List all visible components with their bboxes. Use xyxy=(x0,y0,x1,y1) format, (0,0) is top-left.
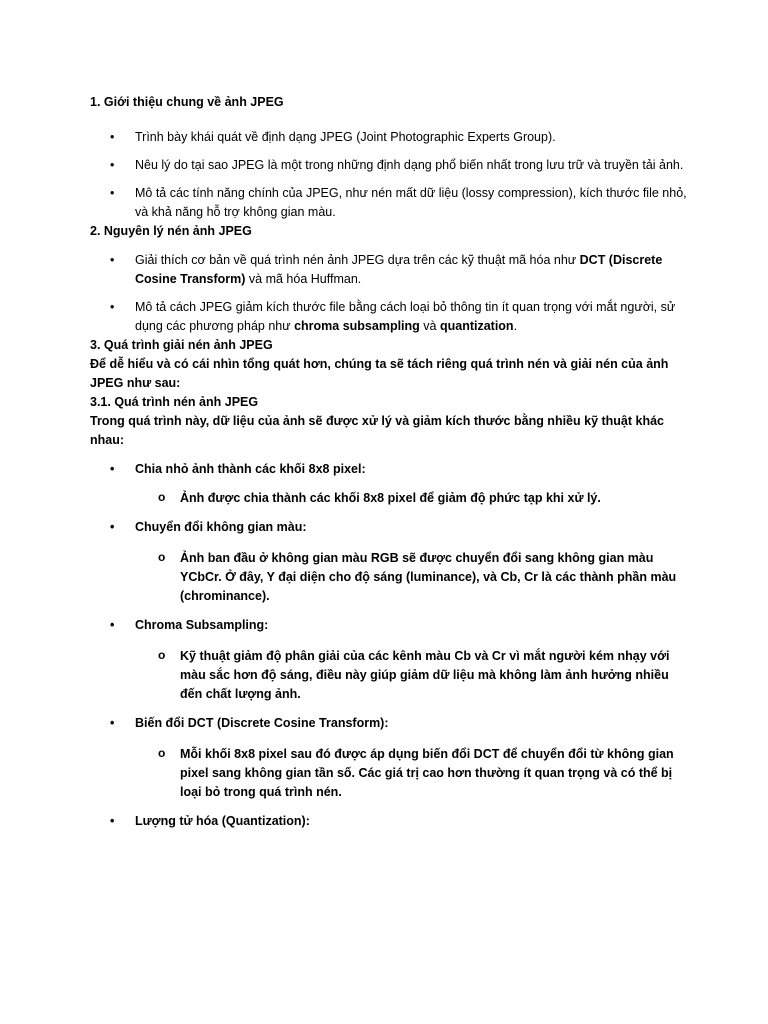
bullet-text: . xyxy=(513,319,518,333)
section-1-bullet: • Trình bày khái quát về định dạng JPEG (Joint Photographic Experts Group). xyxy=(90,128,690,147)
section-3-intro: Để dễ hiểu và có cái nhìn tổng quát hơn, chúng ta sẽ tách riêng quá trình nén và giải nén của ảnh JPEG như sau: xyxy=(90,357,669,390)
compression-steps-list xyxy=(90,460,690,831)
section-1-bullet: • Mô tả các tính năng chính của JPEG, như nén mất dữ liệu (lossy compression), kích thước file nhỏ, và khả năng hỗ trợ không gian màu. xyxy=(90,184,690,222)
section-2-bullet xyxy=(90,298,690,336)
step-detail: o Kỹ thuật giảm độ phân giải của các kênh màu Cb và Cr vì mắt người kém nhạy với màu sắc hơn độ sáng, điều này giúp giảm dữ liệu mà không làm ảnh hưởng nhiều đến chất lượng ảnh. xyxy=(90,647,690,704)
bullet-text: Giải thích cơ bản về quá trình nén ảnh JPEG dựa trên các kỹ thuật mã hóa như xyxy=(135,253,580,267)
step-title: • Lượng tử hóa (Quantization): xyxy=(90,812,690,831)
bullet-text: Mô tả cách JPEG giảm kích thước file bằng cách loại bỏ thông tin ít quan trọng với mắt người, sử dụng các phương pháp như xyxy=(135,300,676,333)
document-body xyxy=(90,93,690,831)
section-2-heading: 2. Nguyên lý nén ảnh JPEG xyxy=(90,224,252,238)
section-1-list xyxy=(90,128,690,222)
section-3-1-heading: 3.1. Quá trình nén ảnh JPEG xyxy=(90,395,259,409)
step-title: • Chuyển đổi không gian màu: xyxy=(90,518,690,537)
section-3-1-intro: Trong quá trình này, dữ liệu của ảnh sẽ được xử lý và giảm kích thước bằng nhiều kỹ thuật khác nhau: xyxy=(90,414,665,447)
section-2-bullet xyxy=(90,251,690,289)
step-detail: o Ảnh được chia thành các khối 8x8 pixel để giảm độ phức tạp khi xử lý. xyxy=(90,489,690,508)
bullet-bold-term: chroma subsampling xyxy=(294,319,420,333)
step-title: • Biến đổi DCT (Discrete Cosine Transform): xyxy=(90,714,690,733)
step-title: • Chroma Subsampling: xyxy=(90,616,690,635)
section-1-bullet: • Nêu lý do tại sao JPEG là một trong những định dạng phổ biến nhất trong lưu trữ và truyền tải ảnh. xyxy=(90,156,690,175)
step-detail: o Ảnh ban đầu ở không gian màu RGB sẽ được chuyển đổi sang không gian màu YCbCr. Ở đây, Y đại diện cho độ sáng (luminance), và Cb, Cr là các thành phần màu (chrominance). xyxy=(90,549,690,606)
step-title: • Chia nhỏ ảnh thành các khối 8x8 pixel: xyxy=(90,460,690,479)
section-1-heading: 1. Giới thiệu chung về ảnh JPEG xyxy=(90,95,284,109)
section-2-list xyxy=(90,251,690,336)
section-3-heading: 3. Quá trình giải nén ảnh JPEG xyxy=(90,338,273,352)
bullet-text: và mã hóa Huffman. xyxy=(245,272,362,286)
bullet-text: và xyxy=(419,319,440,333)
bullet-bold-term: DCT (Discrete Cosine Transform) xyxy=(135,253,663,286)
bullet-bold-term: quantization xyxy=(439,319,514,333)
step-detail: o Mỗi khối 8x8 pixel sau đó được áp dụng biến đổi DCT để chuyển đổi từ không gian pixel sang không gian tần số. Các giá trị cao hơn thường ít quan trọng và có thể bị loại bỏ trong quá trình nén. xyxy=(90,745,690,802)
